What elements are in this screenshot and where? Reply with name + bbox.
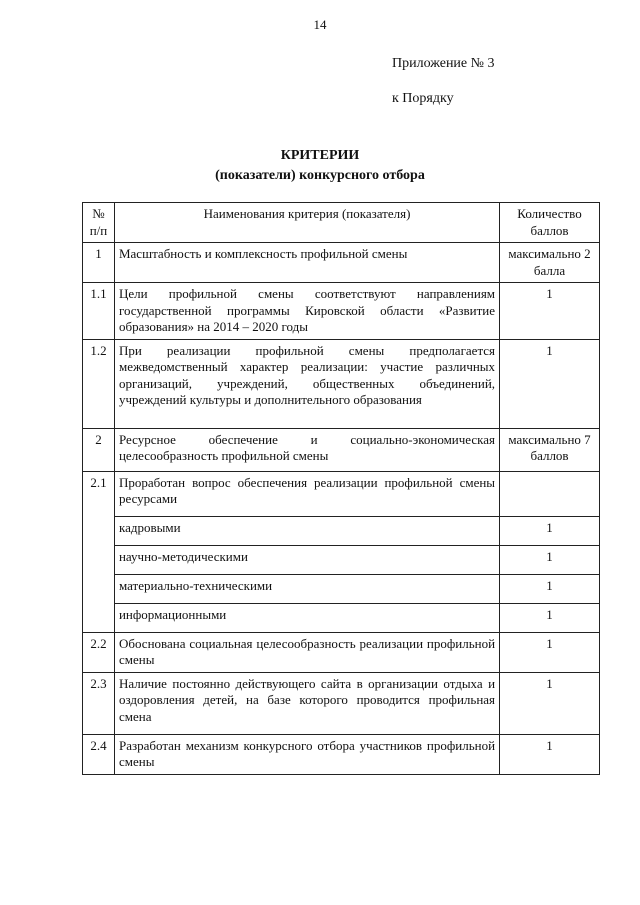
table-row <box>83 734 600 774</box>
criteria-table <box>82 202 600 775</box>
table-row <box>83 603 600 632</box>
row-criterion: информационными <box>114 603 499 632</box>
row-criterion: Цели профильной смены соответствуют направлениям государственной программы Кировской области «Развитие образования» на 2014 – 2020 годы <box>114 283 499 340</box>
row-number: 1.2 <box>83 339 115 428</box>
row-criterion: материально-техническими <box>114 574 499 603</box>
header-num: № п/п <box>83 203 115 243</box>
table-row <box>83 545 600 574</box>
row-score <box>500 471 600 516</box>
row-score: 1 <box>500 283 600 340</box>
row-criterion: Проработан вопрос обеспечения реализации профильной смены ресурсами <box>114 471 499 516</box>
row-number: 2.3 <box>83 672 115 734</box>
appendix-label: Приложение № 3 <box>392 56 495 71</box>
table-row <box>83 672 600 734</box>
row-criterion: Наличие постоянно действующего сайта в организации отдыха и оздоровления детей, на базе которого проводится профильная смена <box>114 672 499 734</box>
row-criterion: научно-методическими <box>114 545 499 574</box>
row-score: 1 <box>500 574 600 603</box>
table-header-row <box>83 203 600 243</box>
header-name: Наименования критерия (показателя) <box>114 203 499 243</box>
document-title: КРИТЕРИИ <box>280 148 360 163</box>
row-score: максимально 2 балла <box>500 243 600 283</box>
table-row <box>83 283 600 340</box>
table-row <box>83 339 600 428</box>
row-score: 1 <box>500 339 600 428</box>
row-criterion: Масштабность и комплексность профильной смены <box>114 243 499 283</box>
table-row <box>83 516 600 545</box>
row-score: 1 <box>500 545 600 574</box>
row-score: 1 <box>500 516 600 545</box>
table-row <box>83 428 600 471</box>
row-number: 2.2 <box>83 632 115 672</box>
table-row <box>83 574 600 603</box>
row-score: 1 <box>500 603 600 632</box>
order-reference: к Порядку <box>392 91 454 106</box>
row-criterion: При реализации профильной смены предполагается межведомственный характер реализации: участие различных организаций, учреждений, общественных объединений, учреждений культуры и дополнительного образования <box>114 339 499 428</box>
row-criterion: Обоснована социальная целесообразность реализации профильной смены <box>114 632 499 672</box>
row-score: 1 <box>500 632 600 672</box>
row-score: максимально 7 баллов <box>500 428 600 471</box>
row-criterion: кадровыми <box>114 516 499 545</box>
table-row <box>83 243 600 283</box>
page-number: 14 <box>313 17 327 32</box>
row-number: 2.1 <box>83 471 115 632</box>
row-score: 1 <box>500 734 600 774</box>
row-number: 2.4 <box>83 734 115 774</box>
table-row <box>83 632 600 672</box>
row-score: 1 <box>500 672 600 734</box>
table-row <box>83 471 600 516</box>
row-criterion: Разработан механизм конкурсного отбора участников профильной смены <box>114 734 499 774</box>
row-number: 1.1 <box>83 283 115 340</box>
header-score: Количество баллов <box>500 203 600 243</box>
row-number: 1 <box>83 243 115 283</box>
row-number: 2 <box>83 428 115 471</box>
document-subtitle: (показатели) конкурсного отбора <box>215 168 425 183</box>
row-criterion: Ресурсное обеспечение и социально-экономическая целесообразность профильной смены <box>114 428 499 471</box>
